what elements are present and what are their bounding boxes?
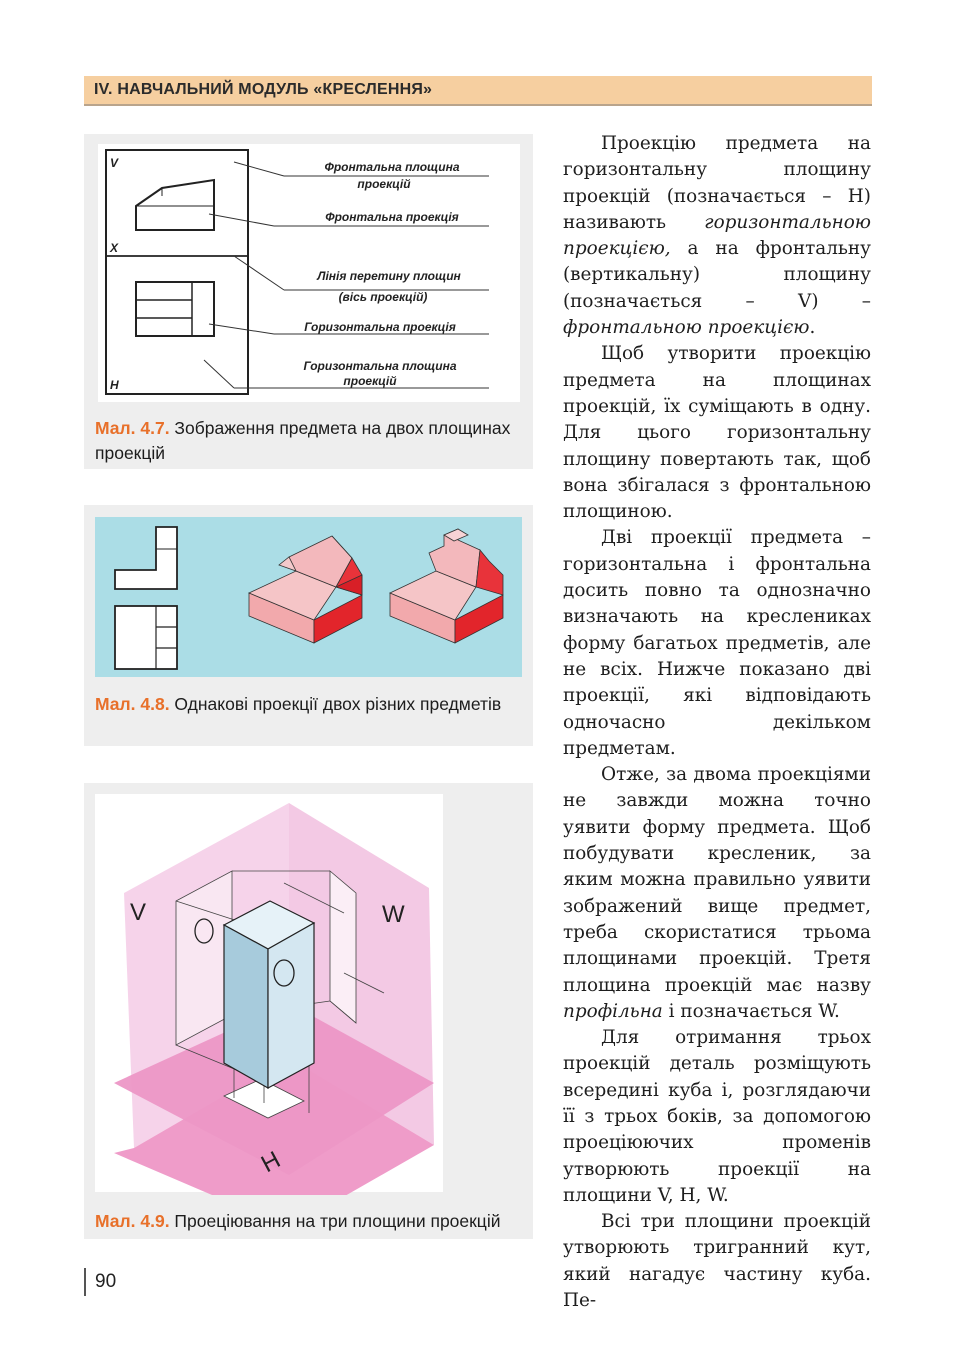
paragraph-4 bbox=[563, 762, 871, 1025]
figure-4-9 bbox=[84, 783, 533, 1239]
figure-4-7-number: Мал. 4.7. bbox=[95, 418, 170, 438]
paragraph-3: Дві проекції предмета – горизонтальна і фронтальна досить повно та однозначно визначають на креслениках форму багатьох предметів, але не всіх. Нижче показано дві проекції, які відповідають одночасно декільком предметам. bbox=[563, 527, 871, 759]
p1-text-a: Проекцію предмета на горизонтальну площину проекцій (позначається – Н) називають bbox=[563, 133, 871, 233]
fig49-label-w: W bbox=[382, 901, 405, 928]
paragraph-1 bbox=[563, 131, 871, 341]
fig47-axis-2: (вісь проекцій) bbox=[338, 290, 428, 304]
fig47-frontal-plane-2: проекцій bbox=[357, 177, 411, 191]
figure-4-7-text: Зображення предмета на двох площинах проекцій bbox=[95, 418, 511, 463]
fig47-horizontal-plane-1: Горизонтальна площина bbox=[303, 359, 457, 373]
figure-4-9-number: Мал. 4.9. bbox=[95, 1211, 170, 1231]
p1-text-c: а на фронтальну (вертикальну) площину (позначається – V) – bbox=[563, 238, 871, 312]
figure-4-8-number: Мал. 4.8. bbox=[95, 694, 170, 714]
figure-4-9-caption bbox=[95, 1209, 531, 1234]
paragraph-2: Щоб утворити проекцію предмета на площинах проекцій, їх суміщають в одну. Для цього горизонтальну площину повертають так, щоб вона збігалася з фронтальною площиною. bbox=[563, 343, 871, 523]
fig47-horizontal-plane-2: проекцій bbox=[343, 374, 397, 388]
fig47-label-x: X bbox=[110, 241, 119, 255]
paragraph-6: Всі три площини проекцій утворюють тригранний кут, який нагадує частину куба. Пе- bbox=[563, 1211, 871, 1312]
figure-4-8-caption bbox=[95, 692, 515, 717]
figure-4-9-drawing bbox=[84, 783, 533, 1195]
fig49-label-h: H bbox=[256, 1146, 285, 1179]
body-text bbox=[563, 131, 871, 1314]
figure-4-7 bbox=[84, 134, 533, 469]
chapter-title: IV. НАВЧАЛЬНИЙ МОДУЛЬ «КРЕСЛЕННЯ» bbox=[94, 81, 433, 98]
p1-italic-term-2: фронтальною проекцією bbox=[563, 317, 810, 339]
figure-4-9-text: Проеціювання на три площини проекцій bbox=[169, 1211, 501, 1231]
figure-4-7-drawing bbox=[84, 134, 533, 404]
fig47-label-v: V bbox=[110, 156, 119, 170]
figure-4-8 bbox=[84, 505, 533, 746]
p4-text-c: і позначається W. bbox=[662, 1000, 840, 1022]
fig47-horizontal-projection: Горизонтальна проекція bbox=[304, 320, 456, 334]
figure-4-8-text: Однакові проекції двох різних предметів bbox=[169, 694, 502, 714]
fig47-frontal-plane-1: Фронтальна площина bbox=[324, 160, 460, 174]
page-number: 90 bbox=[84, 1268, 116, 1296]
paragraph-5: Для отримання трьох проекцій деталь розміщують всередині куба і, розглядаючи її з трьох боків, за допомогою проеціюючих променів утворюють проекції на площини V, H, W. bbox=[563, 1027, 871, 1206]
fig47-frontal-projection: Фронтальна проекція bbox=[325, 210, 459, 224]
p4-text-a: Отже, за двома проекціями не завжди можна точно уявити форму предмета. Щоб побудувати кресленик, за яким можна правильно уявити зображений вище предмет, треба скористатися трьома площинами проекцій. Третя площина проекцій має назву bbox=[563, 764, 871, 996]
p1-text-e: . bbox=[809, 317, 816, 339]
p4-italic-term: профільна bbox=[563, 1000, 663, 1022]
figure-4-7-caption bbox=[95, 416, 515, 466]
fig47-label-h: H bbox=[110, 378, 119, 392]
p1-italic-term-1: горизонтальною проекцією, bbox=[563, 211, 871, 260]
chapter-header bbox=[84, 76, 872, 106]
fig49-label-v: V bbox=[130, 899, 147, 926]
figure-4-8-drawing bbox=[84, 505, 533, 680]
fig47-axis-1: Лінія перетину площин bbox=[317, 269, 461, 283]
